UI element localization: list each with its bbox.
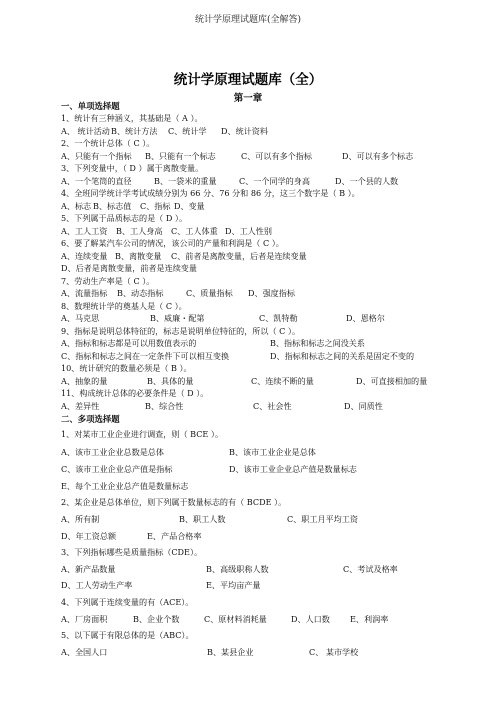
options-row (61, 126, 461, 137)
option: C、社会性 (253, 401, 292, 411)
options-row (61, 647, 461, 658)
option: B、工人身高 (116, 226, 163, 236)
option: C、工人体重 (171, 226, 218, 236)
option: D、工人性别 (225, 226, 272, 236)
option: B、标志值 (93, 201, 132, 211)
question-text: 9、指标是说明总体特征的，标志是说明单位特征的，所以（ C ）。 (61, 326, 301, 336)
options-row (61, 313, 461, 324)
option: B、某县企业 (207, 647, 254, 657)
option: A、全国人口 (61, 647, 108, 657)
option: B、指标和标志之间没关系 (270, 338, 365, 348)
option: A、抽象的量 (61, 376, 108, 386)
question-text: 10、统计研究的数量必须是（ B ）。 (61, 363, 192, 373)
option: B、威廉・配第 (150, 313, 205, 323)
option: B、动态指标 (117, 288, 164, 298)
option: A、只能有一个指标 (61, 151, 132, 161)
option: A、指标和标志都是可以用数值表示的 (61, 338, 197, 348)
options-row (61, 464, 461, 475)
option: C、凯特勒 (259, 313, 298, 323)
option: C、考试及格率 (343, 564, 398, 574)
option: C、职工月平均工资 (287, 514, 358, 524)
option: A、工人工资 (61, 226, 108, 236)
option: A、所有制 (61, 514, 100, 524)
option: A、连续变量 (61, 251, 108, 261)
question-text: 11、构成统计总体的必要条件是（ D ）。 (61, 388, 209, 398)
option: A、该市工业企业总数是总体 (61, 447, 164, 457)
option: E、利润率 (350, 614, 389, 624)
option: C、指标和标志之间在一定条件下可以相互变换 (61, 351, 230, 361)
option: D、一个县的人数 (335, 176, 399, 186)
question-text: 5、下列属于品质标志的是（ D ）。 (61, 213, 188, 223)
options-row (61, 251, 461, 262)
option: C、原材料消耗量 (204, 614, 267, 624)
option: D、同质性 (344, 401, 383, 411)
option: D、后者是离散变量，前者是连续变量 (61, 263, 197, 273)
options-row (61, 201, 461, 212)
section-heading-multiple-choice: 二、多项选择题 (61, 414, 120, 424)
option: A、差异性 (61, 401, 100, 411)
option: D、统计资料 (221, 126, 268, 136)
option: A、新产品数量 (61, 564, 116, 574)
option: D、变量 (174, 201, 205, 211)
option: D、该市工业企业总产值是数量标志 (229, 464, 357, 474)
question-text: 1、统计有三种涵义，其基础是（ A ）。 (61, 113, 203, 123)
option: D、年工资总额 (61, 531, 117, 541)
option: D、恩格尔 (346, 313, 385, 323)
option: C、前者是离散变量，后者是连续变量 (171, 251, 307, 261)
option: E、产品合格率 (147, 531, 202, 541)
option: D、可以有多个标志 (342, 151, 414, 161)
options-row (61, 351, 461, 362)
option: A、流量指标 (61, 288, 108, 298)
option: B、离散变量 (115, 251, 162, 261)
options-row (61, 401, 461, 412)
option: B、具体的量 (147, 376, 194, 386)
option: C、连续不断的量 (251, 376, 314, 386)
options-row (61, 376, 461, 387)
running-header: 统计学原理试题库(全解答) (194, 15, 302, 25)
options-row (61, 151, 461, 162)
options-row (61, 447, 461, 458)
options-row (61, 226, 461, 237)
option: B、该市工业企业是总体 (229, 447, 316, 457)
option: D、指标和标志之间的关系是固定不变的 (270, 351, 415, 361)
options-row (61, 288, 461, 299)
option: B、一袋米的重量 (154, 176, 217, 186)
option: C、该市工业企业总产值是指标 (61, 464, 173, 474)
question-text: 2、一个统计总体（ C ）。 (61, 138, 155, 148)
options-row (61, 514, 461, 525)
option: A、厂房面积 (61, 614, 108, 624)
document-title: 统计学原理试题库（全） (173, 72, 323, 88)
option: B、职工人数 (179, 514, 226, 524)
option: A、一个笔筒的直径 (61, 176, 132, 186)
options-row (61, 338, 461, 349)
option: B、高级职称人数 (206, 564, 269, 574)
option: C、可以有多个指标 (241, 151, 312, 161)
option: C、统计学 (168, 126, 207, 136)
option: D、可直接相加的量 (356, 376, 428, 386)
option: E、每个工业企业总产值是数量标志 (61, 481, 189, 491)
option: B、综合性 (145, 401, 184, 411)
option: B、只能有一个标志 (145, 151, 216, 161)
options-row (61, 580, 461, 591)
option: D、人口数 (291, 614, 330, 624)
chapter-heading: 第一章 (233, 93, 263, 104)
question-text: 5、以下属于有限总体的是（ABC）。 (61, 630, 194, 640)
option: D、强度指标 (248, 288, 295, 298)
question-text: 8、数理统计学的奠基人是（ C ）。 (61, 301, 187, 311)
question-text: 6、要了解某汽车公司的情况，该公司的产量和利润是（ C ）。 (61, 238, 284, 248)
question-text: 7、劳动生产率是（ C ）。 (61, 276, 155, 286)
option: A、标志 (61, 201, 92, 211)
question-text: 3、下列指标哪些是质量指标（CDE）。 (61, 547, 203, 557)
options-row (61, 564, 491, 575)
question-text: 1、对某市工业企业进行调查，则（ BCE ）。 (61, 429, 224, 439)
option: C、 某市学校 (309, 647, 359, 657)
option: A、马克思 (61, 313, 100, 323)
option: B、统计方法 (111, 126, 158, 136)
option: A、 统计活动 (61, 126, 110, 136)
section-heading-single-choice: 一、单项选择题 (61, 101, 120, 111)
option: B、企业个数 (133, 614, 180, 624)
question-text: 3、下列变量中，（ D ）属于离散变量。 (61, 163, 204, 173)
option: E、平均亩产量 (206, 580, 261, 590)
question-text: 2、某企业是总体单位，则下列属于数量标志的有（ BCDE ）。 (61, 497, 287, 507)
option: D、工人劳动生产率 (61, 580, 133, 590)
option: C、一个同学的身高 (239, 176, 310, 186)
options-row (61, 531, 461, 542)
option: C、指标 (140, 201, 171, 211)
options-row (61, 614, 461, 625)
question-text: 4、下列属于连续变量的有（ACE）。 (61, 597, 194, 607)
option: C、质量指标 (186, 288, 233, 298)
options-row (61, 176, 461, 187)
question-text: 4、全班同学统计学考试成绩分别为 66 分、76 分和 86 分，这三个数字是（ B ）。 (61, 188, 360, 198)
